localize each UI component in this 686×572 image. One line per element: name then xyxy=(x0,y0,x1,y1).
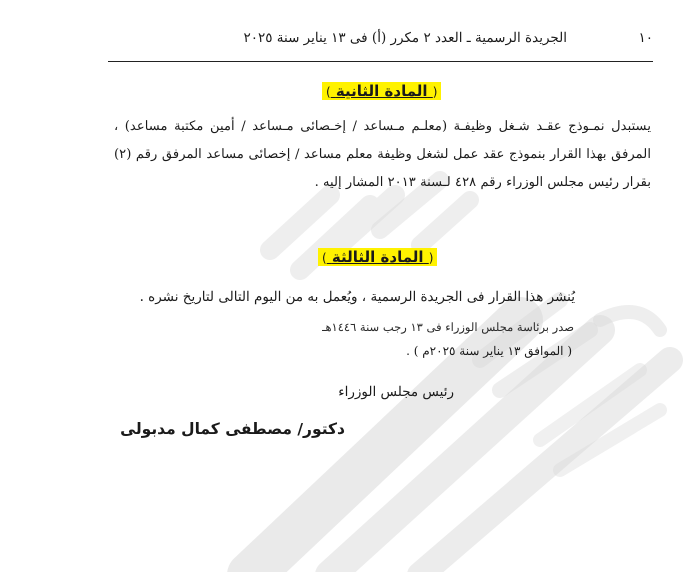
signatory-title: رئيس مجلس الوزراء xyxy=(338,384,454,400)
article-2-text: يستبدل نمـوذج عقـد شـغل وظيفـة (معلـم مـساعد / إخـصائى مـساعد / أمين مكتبة مساعد) ، المرفق بهذا القرار بنموذج عقد عمل لشغل وظيفة معلم مساعد / إخصائى مساعد المرفق رقم (٢) بقرار رئيس مجلس الوزراء رقم ٤٢٨ لـسنة ٢٠١٣ المشار إليه . xyxy=(114,119,651,190)
page-number: ١٠ xyxy=(638,30,653,46)
issuance-date-gregorian: ( الموافق ١٣ يناير سنة ٢٠٢٥م ) . xyxy=(406,344,572,358)
article-2-heading: ( المادة الثانية ) xyxy=(322,82,441,100)
header-divider xyxy=(108,61,653,62)
article-3-heading-text: المادة الثالثة xyxy=(331,248,424,266)
issuance-date-hijri: صدر برئاسة مجلس الوزراء فى ١٣ رجب سنة ١٤٤٦هـ xyxy=(322,320,574,334)
signatory-name: دكتور/ مصطفى كمال مدبولى xyxy=(120,420,345,438)
article-3-heading: ( المادة الثالثة ) xyxy=(318,248,437,266)
running-head: الجريدة الرسمية ـ العدد ٢ مكرر (أ) فى ١٣ يناير سنة ٢٠٢٥ xyxy=(243,30,567,46)
page-header xyxy=(108,30,653,52)
article-3-text: يُنشر هذا القرار فى الجريدة الرسمية ، ويُعمل به من اليوم التالى لتاريخ نشره . xyxy=(139,289,575,305)
article-2-heading-text: المادة الثانية xyxy=(335,82,428,100)
